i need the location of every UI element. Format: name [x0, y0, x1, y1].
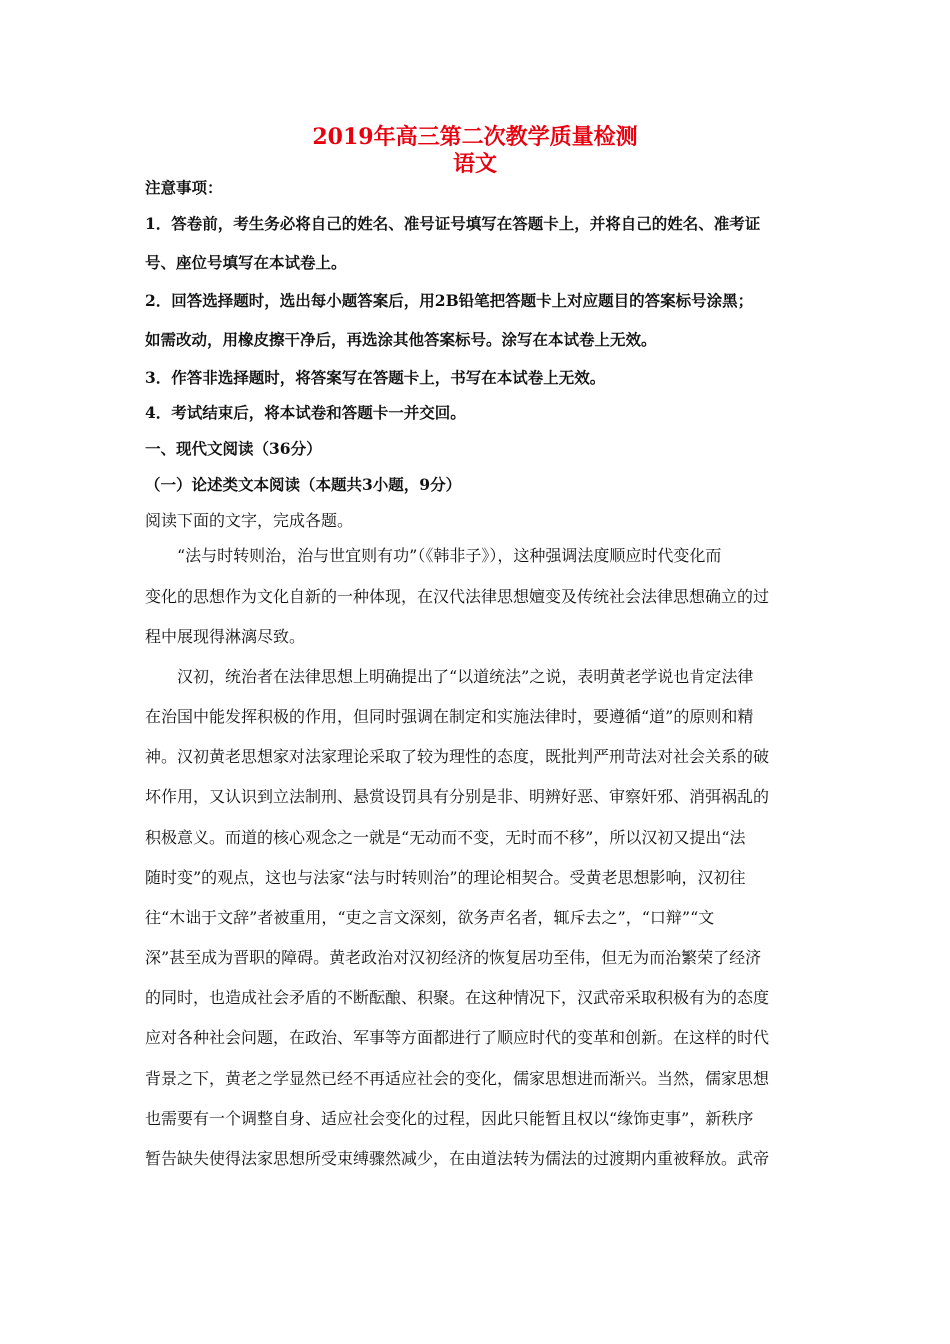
document-subtitle: 语文 [452, 151, 497, 177]
paragraph-line: “法与时转则治，治与世宜则有功”（《韩非子》），这种强调法度顺应时代变化而 [177, 546, 722, 565]
subsection-heading: （一）论述类文本阅读（本题共3小题，9分） [145, 475, 462, 494]
paragraph-line: 深”甚至成为晋职的障碍。黄老政治对汉初经济的恢复居功至伟，但无为而治繁荣了经济 [145, 948, 762, 967]
paragraph-line: 也需要有一个调整自身、适应社会变化的过程，因此只能暂且权以“缘饰吏事”，新秩序 [145, 1109, 754, 1128]
paragraph-line: 变化的思想作为文化自新的一种体现，在汉代法律思想嬗变及传统社会法律思想确立的过 [145, 587, 770, 606]
section-heading: 一、现代文阅读（36分） [145, 439, 322, 458]
notice-line: 1．答卷前，考生务必将自己的姓名、准号证号填写在答题卡上，并将自己的姓名、准考证 [145, 214, 761, 233]
paragraph-line: 坏作用，又认识到立法制刑、悬赏设罚具有分别是非、明辨好恶、审察奸邪、消弭祸乱的 [145, 787, 770, 806]
notice-line: 4．考试结束后，将本试卷和答题卡一并交回。 [145, 403, 466, 422]
paragraph-line: 背景之下，黄老之学显然已经不再适应社会的变化，儒家思想进而渐兴。当然，儒家思想 [145, 1069, 770, 1088]
paragraph-line: 程中展现得淋漓尽致。 [145, 627, 306, 646]
paragraph-line: 随时变”的观点，这也与法家“法与时转则治”的理论相契合。受黄老思想影响，汉初往 [145, 868, 746, 887]
paragraph-line: 往“木诎于文辞”者被重用，“吏之言文深刻，欲务声名者，辄斥去之”，“口辩”“文 [145, 908, 715, 927]
notice-line: 如需改动，用橡皮擦干净后，再选涂其他答案标号。涂写在本试卷上无效。 [145, 330, 657, 349]
notice-heading: 注意事项： [145, 178, 223, 197]
paragraph-line: 暂告缺失使得法家思想所受束缚骤然减少，在由道法转为儒法的过渡期内重被释放。武帝 [145, 1149, 770, 1168]
paragraph-line: 神。汉初黄老思想家对法家理论采取了较为理性的态度，既批判严刑苛法对社会关系的破 [145, 747, 770, 766]
reading-instruction: 阅读下面的文字，完成各题。 [145, 511, 354, 530]
notice-line: 2．回答选择题时，选出每小题答案后，用2B铅笔把答题卡上对应题目的答案标号涂黑； [145, 291, 754, 310]
paragraph-line: 汉初，统治者在法律思想上明确提出了“以道统法”之说，表明黄老学说也肯定法律 [177, 667, 754, 686]
document-title: 2019年高三第二次教学质量检测 [312, 124, 638, 150]
paragraph-line: 的同时，也造成社会矛盾的不断酝酿、积聚。在这种情况下，汉武帝采取积极有为的态度 [145, 988, 770, 1007]
notice-line: 3．作答非选择题时，将答案写在答题卡上，书写在本试卷上无效。 [145, 368, 606, 387]
notice-line: 号、座位号填写在本试卷上。 [145, 253, 347, 272]
paragraph-line: 应对各种社会问题，在政治、军事等方面都进行了顺应时代的变革和创新。在这样的时代 [145, 1028, 770, 1047]
paragraph-line: 积极意义。而道的核心观念之一就是“无动而不变，无时而不移”，所以汉初又提出“法 [145, 828, 746, 847]
paragraph-line: 在治国中能发挥积极的作用，但同时强调在制定和实施法律时，要遵循“道”的原则和精 [145, 707, 754, 726]
